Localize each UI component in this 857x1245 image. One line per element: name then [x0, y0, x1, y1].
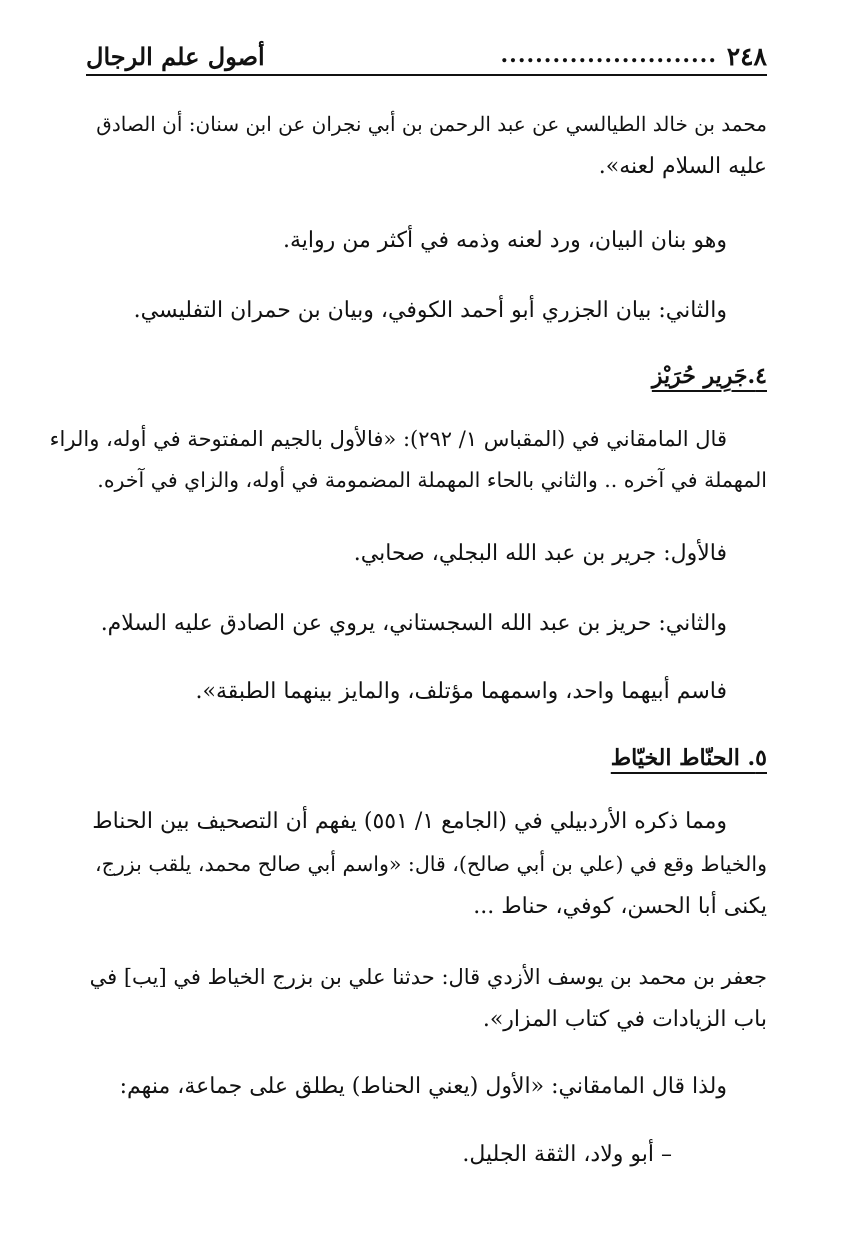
- section-heading-4: ٤.جَرِير حُرَيْز: [651, 363, 767, 389]
- paragraph-3: والثاني: بيان الجزري أبو أحمد الكوفي، وبيان بن حمران التفليسي.: [133, 298, 727, 323]
- paragraph-9-line-2: باب الزيادات في كتاب المزار».: [482, 1007, 767, 1032]
- paragraph-8-line-1: ومما ذكره الأردبيلي في (الجامع ١/ ٥٥١) يفهم أن التصحيف بين الحناط: [92, 809, 727, 834]
- running-title: أصول علم الرجال: [86, 42, 265, 71]
- paragraph-9-line-1: جعفر بن محمد بن يوسف الأزدي قال: حدثنا علي بن بزرج الخياط في [يب] في: [89, 965, 767, 989]
- section-heading-5: ٥. الحنّاط الخيّاط: [610, 745, 767, 771]
- paragraph-7: فاسم أبيهما واحد، واسمهما مؤتلف، والمايز بينهما الطبقة».: [195, 679, 727, 704]
- paragraph-8-line-2: والخياط وقع في (علي بن أبي صالح)، قال: «واسم أبي صالح محمد، يلقب بزرج،: [95, 852, 767, 876]
- list-item-1: – أبو ولاد، الثقة الجليل.: [462, 1142, 672, 1167]
- paragraph-8-line-3: يكنى أبا الحسن، كوفي، حناط ...: [473, 894, 767, 919]
- paragraph-1-line-1: محمد بن خالد الطيالسي عن عبد الرحمن بن أبي نجران عن ابن سنان: أن الصادق: [96, 112, 767, 136]
- header-dot-leader: .........................: [500, 42, 717, 68]
- paragraph-10: ولذا قال المامقاني: «الأول (يعني الحناط) يطلق على جماعة، منهم:: [119, 1074, 727, 1099]
- paragraph-1-line-2: عليه السلام لعنه».: [598, 154, 767, 179]
- paragraph-2: وهو بنان البيان، ورد لعنه وذمه في أكثر من رواية.: [282, 228, 727, 253]
- paragraph-5: فالأول: جرير بن عبد الله البجلي، صحابي.: [353, 541, 727, 566]
- page-header: [86, 38, 767, 76]
- paragraph-4-line-1: قال المامقاني في (المقباس ١/ ٢٩٢): «فالأول بالجيم المفتوحة في أوله، والراء: [49, 427, 727, 451]
- paragraph-6: والثاني: حريز بن عبد الله السجستاني، يروي عن الصادق عليه السلام.: [100, 611, 727, 636]
- paragraph-4-line-2: المهملة في آخره .. والثاني بالحاء المهملة المضمومة في أوله، والزاي في آخره.: [97, 468, 767, 492]
- page-number: ٢٤٨: [726, 42, 767, 71]
